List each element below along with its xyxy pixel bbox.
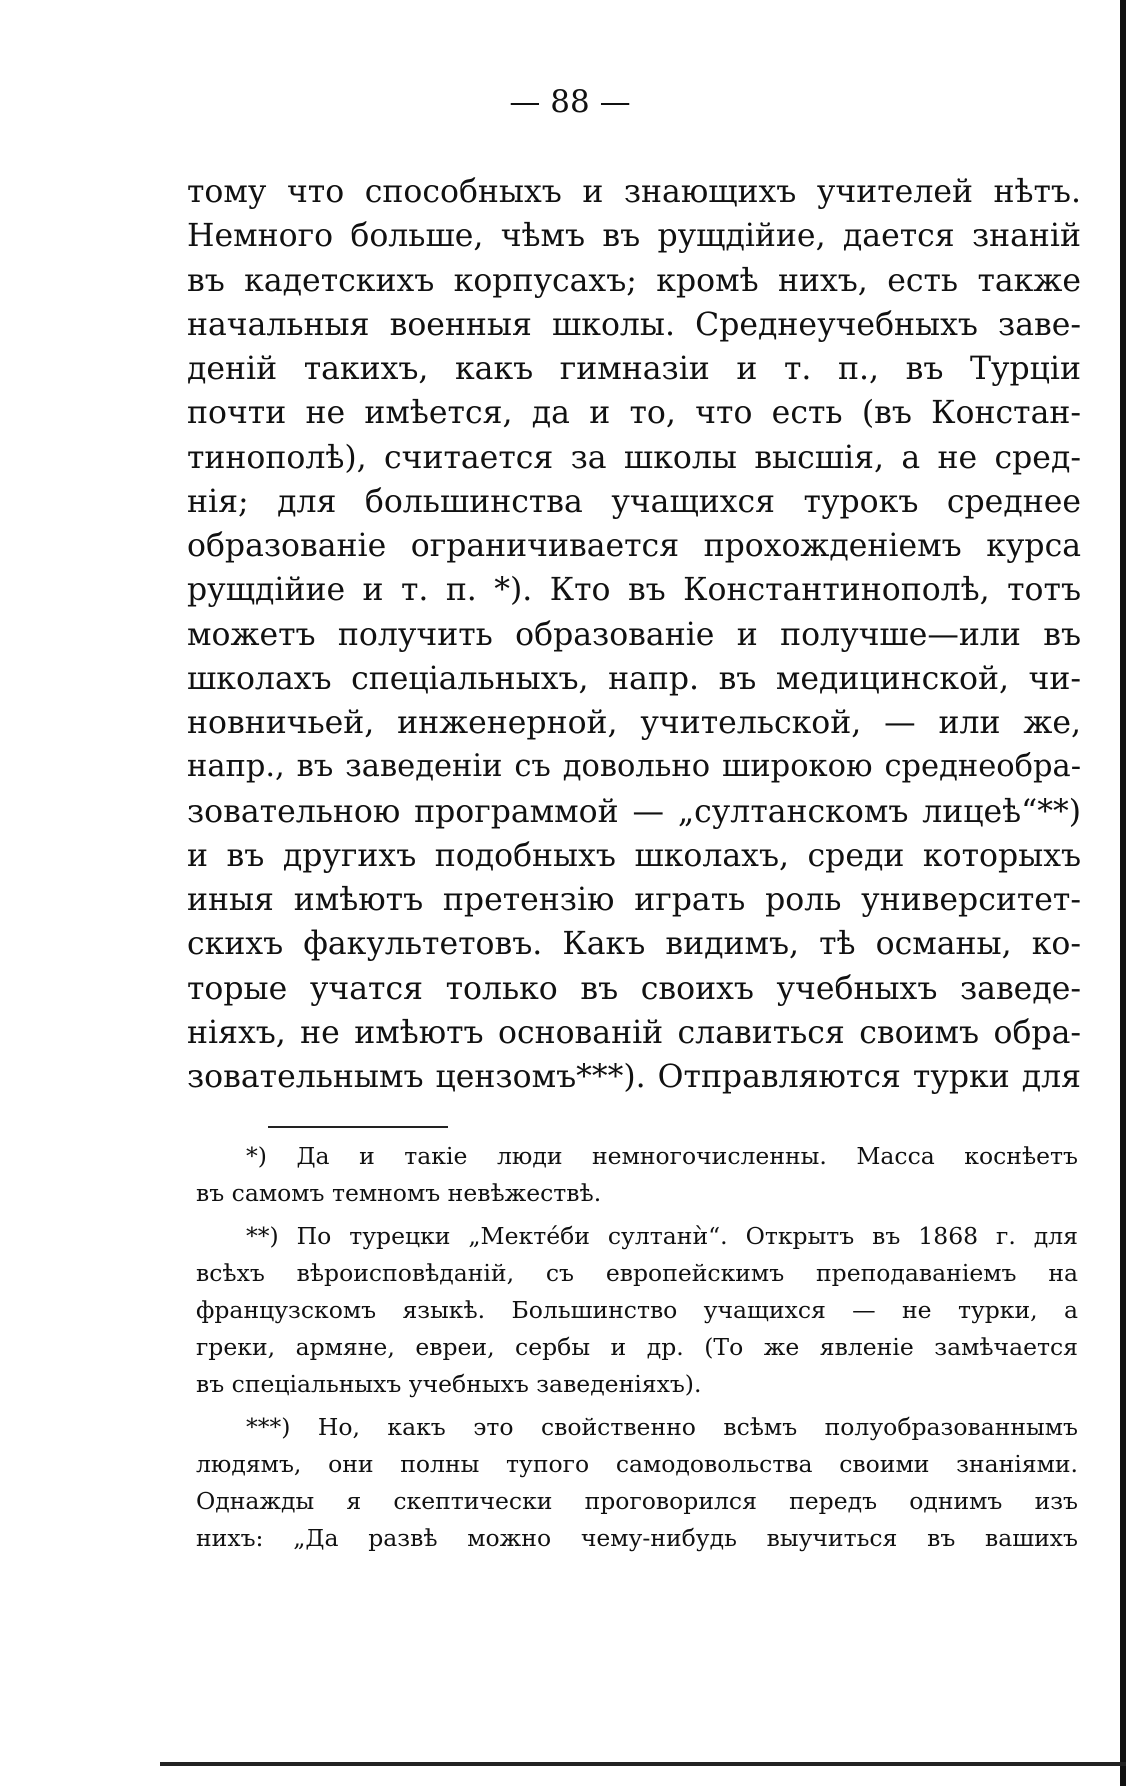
page-number: — 88 —	[509, 84, 631, 120]
main-text	[187, 170, 1081, 1099]
text-line: зовательною программой — „султанскомъ лицеѣ“**)	[187, 793, 1081, 830]
text-line: деній такихъ, какъ гимназіи и т. п., въ Турціи	[187, 351, 1081, 387]
page-edge-shadow	[1120, 0, 1126, 1786]
text-line: въ кадетскихъ корпусахъ; кромѣ нихъ, есть также	[187, 262, 1081, 299]
text-line: можетъ получить образованіе и получше—или въ	[187, 616, 1081, 653]
text-line: торые учатся только въ своихъ учебныхъ заведе-	[187, 970, 1081, 1007]
footnote-2	[196, 1218, 1078, 1403]
footnote-line: всѣхъ вѣроисповѣданій, съ европейскимъ преподаваніемъ на	[196, 1259, 1078, 1287]
text-line: скихъ факультетовъ. Какъ видимъ, тѣ османы, ко-	[187, 926, 1081, 963]
text-line: иныя имѣютъ претензію играть роль университет-	[187, 882, 1081, 918]
footnote-separator	[268, 1126, 448, 1128]
footnote-line: греки, армяне, евреи, сербы и др. (То же явленіе замѣчается	[196, 1333, 1078, 1361]
footnote-1	[196, 1138, 1078, 1212]
text-line: образованіе ограничивается прохожденіемъ курса	[187, 528, 1081, 564]
text-line: тинополѣ), считается за школы высшія, а не сред-	[187, 439, 1081, 476]
text-line: ніяхъ, не имѣютъ основаній славиться своимъ обра-	[187, 1014, 1081, 1051]
footnote-line: французскомъ языкѣ. Большинство учащихся — не турки, а	[196, 1296, 1078, 1324]
text-line: напр., въ заведеніи съ довольно широкою среднеобра-	[187, 749, 1081, 785]
footnote-line: *) Да и такіе люди немногочисленны. Масса коснѣетъ	[246, 1142, 1078, 1170]
footnotes	[196, 1138, 1078, 1557]
text-line: тому что способныхъ и знающихъ учителей нѣтъ.	[187, 174, 1081, 210]
footnote-line: въ спеціальныхъ учебныхъ заведеніяхъ).	[196, 1370, 702, 1398]
text-line: рущдійие и т. п. *). Кто въ Константинополѣ, тотъ	[187, 572, 1081, 609]
footnote-line: въ самомъ темномъ невѣжествѣ.	[196, 1179, 602, 1207]
footnote-line: нихъ: „Да развѣ можно чему-нибудь выучиться въ вашихъ	[196, 1524, 1078, 1552]
page-bottom-edge	[160, 1762, 1126, 1766]
text-line: почти не имѣется, да и то, что есть (въ Констан-	[187, 395, 1081, 432]
footnote-line: ***) Но, какъ это свойственно всѣмъ полуобразованнымъ	[246, 1413, 1078, 1441]
text-line: и въ другихъ подобныхъ школахъ, среди которыхъ	[187, 837, 1081, 874]
text-line: начальныя военныя школы. Среднеучебныхъ заве-	[187, 306, 1081, 343]
footnote-line: Однажды я скептически проговорился передъ однимъ изъ	[196, 1487, 1078, 1515]
text-line: нія; для большинства учащихся турокъ среднее	[187, 483, 1081, 520]
footnote-line: **) По турецки „Мектéби султанѝ“. Открытъ въ 1868 г. для	[246, 1222, 1078, 1250]
text-line: новничьей, инженерной, учительской, — или же,	[187, 705, 1081, 741]
footnote-3	[196, 1409, 1078, 1557]
text-line: Немного больше, чѣмъ въ рущдійие, дается знаній	[187, 218, 1081, 255]
text-line: школахъ спеціальныхъ, напр. въ медицинской, чи-	[187, 660, 1081, 697]
text-line: зовательнымъ цензомъ***). Отправляются турки для	[187, 1059, 1081, 1095]
footnote-line: людямъ, они полны тупого самодовольства своими знаніями.	[196, 1450, 1078, 1478]
